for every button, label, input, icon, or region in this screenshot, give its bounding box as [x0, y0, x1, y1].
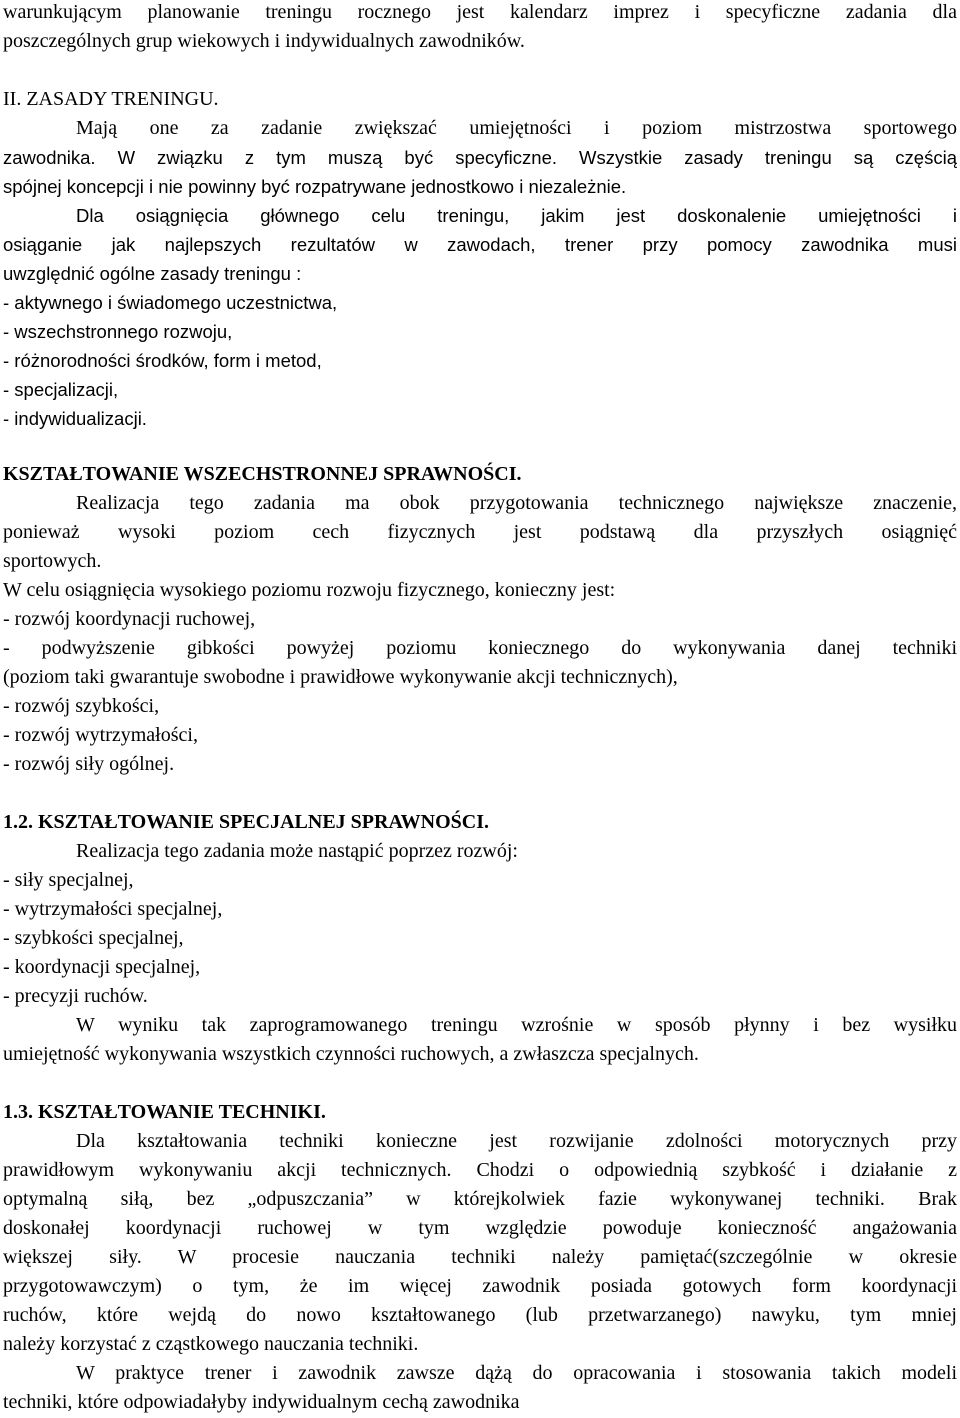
text-line: warunkującym planowanie treningu rocznego jest kalendarz imprez i specyficzne zadania dla: [3, 1, 957, 23]
list-item: - specjalizacji,: [3, 379, 119, 400]
list-item: - szybkości specjalnej,: [3, 927, 184, 949]
list-item: - różnorodności środków, form i metod,: [3, 350, 322, 371]
text-line: należy korzystać z cząstkowego nauczania techniki.: [3, 1333, 419, 1355]
text-line: Realizacja tego zadania może nastąpić poprzez rozwój:: [76, 840, 518, 862]
list-item: - precyzji ruchów.: [3, 985, 148, 1007]
text-line: Mają one za zadanie zwiększać umiejętności i poziom mistrzostwa sportowego: [76, 117, 957, 139]
text-line: ponieważ wysoki poziom cech fizycznych jest podstawą dla przyszłych osiągnięć: [3, 521, 957, 543]
list-item: - indywidualizacji.: [3, 408, 147, 429]
text-line: osiąganie jak najlepszych rezultatów w zawodach, trener przy pomocy zawodnika musi: [3, 234, 957, 255]
list-item: - podwyższenie gibkości powyżej poziomu koniecznego do wykonywania danej techniki: [3, 637, 957, 659]
text-line: W wyniku tak zaprogramowanego treningu wzrośnie w sposób płynny i bez wysiłku: [76, 1014, 957, 1036]
list-item: - rozwój wytrzymałości,: [3, 724, 198, 746]
text-line: ruchów, które wejdą do nowo kształtowanego (lub przetwarzanego) nawyku, tym mniej: [3, 1304, 957, 1326]
text-line: poszczególnych grup wiekowych i indywidualnych zawodników.: [3, 30, 525, 52]
list-item: - siły specjalnej,: [3, 869, 134, 891]
text-line: Dla kształtowania techniki konieczne jest rozwijanie zdolności motorycznych przy: [76, 1130, 957, 1152]
text-line: przygotowawczym) o tym, że im więcej zawodnik posiada gotowych form koordynacji: [3, 1275, 957, 1297]
text-line: doskonałej koordynacji ruchowej w tym względzie powoduje konieczność angażowania: [3, 1217, 957, 1239]
section-heading: II. ZASADY TRENINGU.: [3, 88, 219, 110]
text-line: umiejętność wykonywania wszystkich czynności ruchowych, a zwłaszcza specjalnych.: [3, 1043, 699, 1065]
text-line: uwzględnić ogólne zasady treningu :: [3, 263, 302, 284]
text-line: sportowych.: [3, 550, 102, 572]
text-line: W celu osiągnięcia wysokiego poziomu rozwoju fizycznego, konieczny jest:: [3, 579, 616, 601]
section-heading: 1.2. KSZTAŁTOWANIE SPECJALNEJ SPRAWNOŚCI.: [3, 811, 490, 833]
text-line: większej siły. W procesie nauczania techniki należy pamiętać(szczególnie w okresie: [3, 1246, 957, 1268]
list-item: - koordynacji specjalnej,: [3, 956, 201, 978]
text-line: Dla osiągnięcia głównego celu treningu, jakim jest doskonalenie umiejętności i: [76, 205, 957, 226]
list-item: - wszechstronnego rozwoju,: [3, 321, 233, 342]
text-line: techniki, które odpowiadałyby indywidualnym cechą zawodnika: [3, 1391, 520, 1413]
list-item: - wytrzymałości specjalnej,: [3, 898, 223, 920]
text-line: prawidłowym wykonywaniu akcji technicznych. Chodzi o odpowiednią szybkość i działanie z: [3, 1159, 957, 1181]
text-line: Realizacja tego zadania ma obok przygotowania technicznego największe znaczenie,: [76, 492, 957, 514]
text-line: optymalną siłą, bez „odpuszczania” w którejkolwiek fazie wykonywanej techniki. Brak: [3, 1188, 957, 1210]
list-item: - rozwój siły ogólnej.: [3, 753, 175, 775]
section-heading: KSZTAŁTOWANIE WSZECHSTRONNEJ SPRAWNOŚCI.: [3, 463, 522, 485]
text-line: (poziom taki gwarantuje swobodne i prawidłowe wykonywanie akcji technicznych),: [3, 666, 678, 688]
text-line: zawodnika. W związku z tym muszą być specyficzne. Wszystkie zasady treningu są częścią: [3, 147, 957, 168]
list-item: - rozwój koordynacji ruchowej,: [3, 608, 256, 630]
text-line: W praktyce trener i zawodnik zawsze dążą do opracowania i stosowania takich modeli: [76, 1362, 957, 1384]
text-line: spójnej koncepcji i nie powinny być rozpatrywane jednostkowo i niezależnie.: [3, 176, 627, 197]
list-item: - rozwój szybkości,: [3, 695, 160, 717]
section-heading: 1.3. KSZTAŁTOWANIE TECHNIKI.: [3, 1101, 326, 1123]
list-item: - aktywnego i świadomego uczestnictwa,: [3, 292, 338, 313]
